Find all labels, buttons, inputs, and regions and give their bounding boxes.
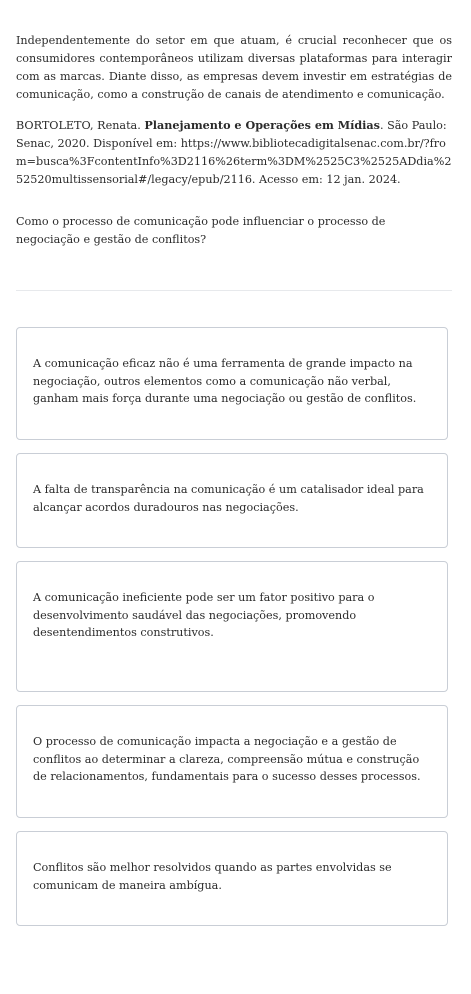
reference-author: BORTOLETO, Renata. bbox=[16, 119, 145, 132]
answer-option-c[interactable] bbox=[16, 561, 448, 692]
statement-paragraph: Independentemente do setor em que atuam, é crucial reconhecer que os consumidores contemporâneos utilizam diversas plataformas para interagir com as marcas. Diante disso, as empresas devem investir em estratégias de comunicação, como a construção de canais de atendimento e comunicação. bbox=[16, 34, 452, 101]
answer-option-d[interactable] bbox=[16, 705, 448, 818]
reference-details: . São Paulo: Senac, 2020. Disponível em: https://www.bibliotecadigitalsenac.com.br/?from=busca%3FcontentInfo%3D2116%26term%3DM%2525C3%2525ADdia%252520multissensorial#/legacy/epub/2116. Acesso em: 12 jan. 2024. bbox=[16, 119, 452, 186]
reference-title: Planejamento e Operações em Mídias bbox=[144, 118, 380, 132]
question-statement bbox=[16, 32, 452, 249]
divider bbox=[16, 290, 452, 291]
answer-option-text: A falta de transparência na comunicação é um catalisador ideal para alcançar acordos duradouros nas negociações. bbox=[33, 483, 424, 514]
answer-option-b[interactable] bbox=[16, 453, 448, 548]
answer-option-text: Conflitos são melhor resolvidos quando as partes envolvidas se comunicam de maneira ambígua. bbox=[33, 861, 392, 892]
answer-option-text: O processo de comunicação impacta a negociação e a gestão de conflitos ao determinar a clareza, compreensão mútua e construção de relacionamentos, fundamentais para o sucesso desses processos. bbox=[33, 735, 421, 783]
answer-option-text: A comunicação ineficiente pode ser um fator positivo para o desenvolvimento saudável das negociações, promovendo desentendimentos construtivos. bbox=[33, 591, 375, 639]
answer-option-a[interactable] bbox=[16, 327, 448, 440]
reference-citation bbox=[16, 116, 452, 189]
answer-option-e[interactable] bbox=[16, 831, 448, 926]
question-text: Como o processo de comunicação pode influenciar o processo de negociação e gestão de conflitos? bbox=[16, 215, 386, 246]
answer-option-text: A comunicação eficaz não é uma ferramenta de grande impacto na negociação, outros elementos como a comunicação não verbal, ganham mais força durante uma negociação ou gestão de conflitos. bbox=[33, 357, 417, 405]
